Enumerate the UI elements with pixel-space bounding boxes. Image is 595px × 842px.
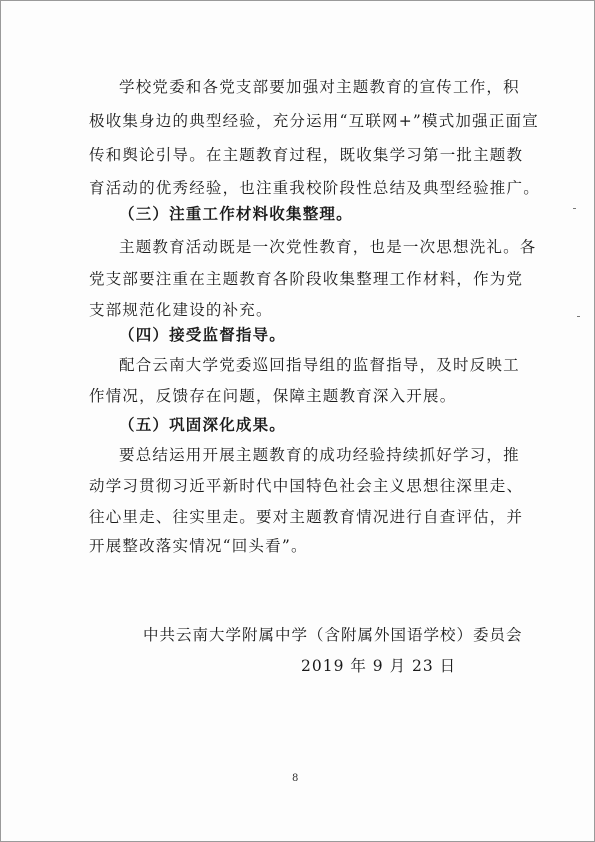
paragraph-line: 党支部要注重在主题教育各阶段收集整理工作材料，作为党	[89, 270, 524, 288]
paragraph-line: 支部规范化建设的补充。	[89, 301, 273, 319]
paragraph-line: 主题教育活动既是一次党性教育，也是一次思想洗礼。各	[119, 238, 537, 256]
paragraph-line: 极收集身边的典型经验，充分运用“互联网+”模式加强正面宣	[89, 112, 539, 130]
section-heading: （三）注重工作材料收集整理。	[119, 204, 353, 223]
section-heading: （四）接受监督指导。	[119, 325, 287, 344]
paragraph-line: 配合云南大学党委巡回指导组的监督指导，及时反映工	[119, 356, 520, 374]
scan-mark	[577, 316, 580, 317]
signature-organization: 中共云南大学附属中学（含附属外国语学校）委员会	[143, 626, 523, 644]
paragraph-line: 传和舆论引导。在主题教育过程，既收集学习第一批主题教	[89, 146, 524, 164]
page-number: 8	[292, 773, 299, 784]
paragraph-line: 育活动的优秀经验，也注重我校阶段性总结及典型经验推广。	[89, 179, 540, 197]
scan-mark	[573, 208, 576, 209]
section-heading: （五）巩固深化成果。	[119, 415, 287, 434]
paragraph-line: 往心里走、往实里走。要对主题教育情况进行自查评估，并	[89, 508, 524, 526]
paragraph-line: 开展整改落实情况“回头看”。	[89, 537, 308, 555]
paragraph-line: 动学习贯彻习近平新时代中国特色社会主义思想往深里走、	[89, 477, 524, 495]
paragraph-line: 要总结运用开展主题教育的成功经验持续抓好学习，推	[119, 446, 520, 464]
paragraph-line: 作情况，反馈存在问题，保障主题教育深入开展。	[89, 387, 457, 405]
signature-date: 2019 年 9 月 23 日	[301, 657, 457, 675]
paragraph-line: 学校党委和各党支部要加强对主题教育的宣传工作，积	[119, 78, 520, 96]
